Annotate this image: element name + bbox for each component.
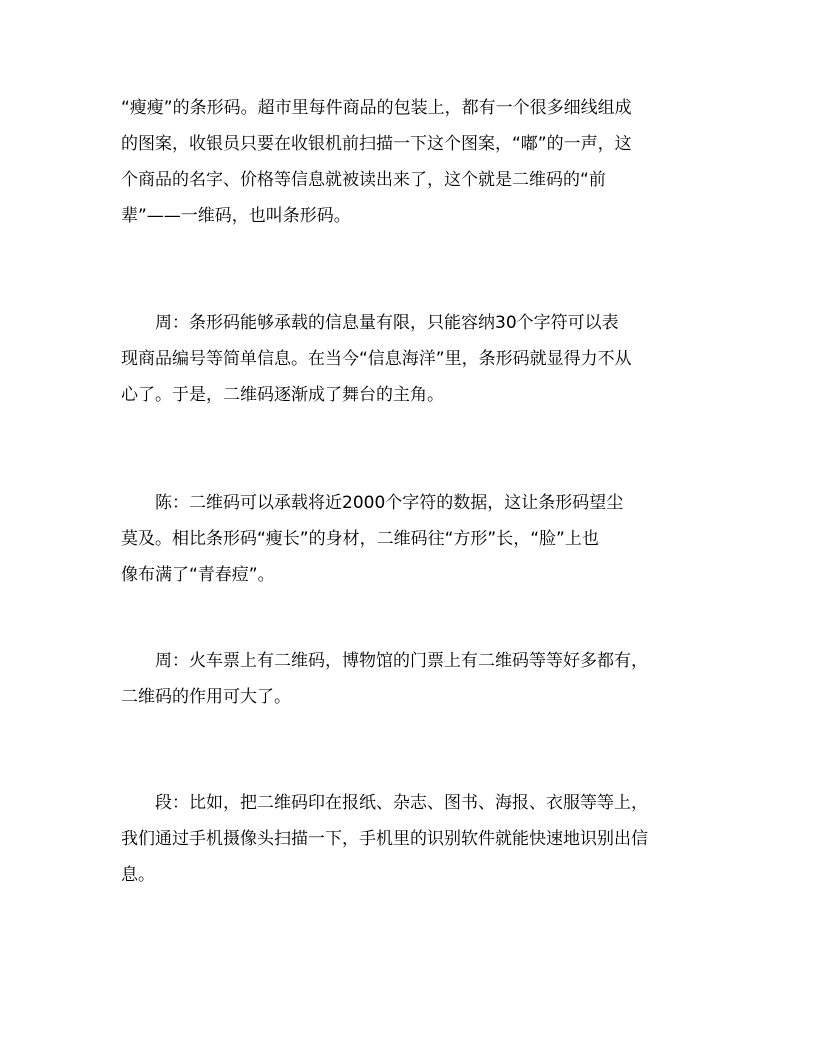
text-line: 现商品编号等简单信息。在当今“信息海洋”里，条形码就显得力不从: [121, 349, 632, 369]
paragraph-barcode-intro: [121, 90, 701, 234]
text-line: 的图案，收银员只要在收银机前扫描一下这个图案，“嘟”的一声，这: [121, 134, 632, 154]
text-line: 个商品的名字、价格等信息就被读出来了，这个就是二维码的“前: [121, 170, 606, 190]
text-line: “瘦瘦”的条形码。超市里每件商品的包装上，都有一个很多细线组成: [121, 98, 632, 118]
text-line: 心了。于是，二维码逐渐成了舞台的主角。: [121, 385, 444, 405]
text-line: 像布满了“青春痘”。: [121, 565, 275, 585]
paragraph-qrcode-scanning: [121, 785, 701, 893]
paragraph-qrcode-capacity: [121, 485, 701, 593]
paragraph-qrcode-tickets: [121, 643, 701, 715]
text-line: 辈”——一维码，也叫条形码。: [121, 206, 351, 226]
text-line: 莫及。相比条形码“瘦长”的身材，二维码往“方形”长，“脸”上也: [121, 529, 599, 549]
text-line: 二维码的作用可大了。: [121, 687, 291, 707]
text-line: 段：比如，把二维码印在报纸、杂志、图书、海报、衣服等等上，: [121, 793, 648, 813]
text-line: 陈：二维码可以承载将近2000个字符的数据，这让条形码望尘: [121, 493, 624, 513]
text-line: 周：条形码能够承载的信息量有限，只能容纳30个字符可以表: [121, 313, 619, 333]
paragraph-barcode-capacity: [121, 305, 701, 413]
text-line: 周：火车票上有二维码，博物馆的门票上有二维码等等好多都有，: [121, 651, 648, 671]
text-line: 息。: [121, 865, 155, 885]
text-line: 我们通过手机摄像头扫描一下，手机里的识别软件就能快速地识别出信: [121, 829, 648, 849]
